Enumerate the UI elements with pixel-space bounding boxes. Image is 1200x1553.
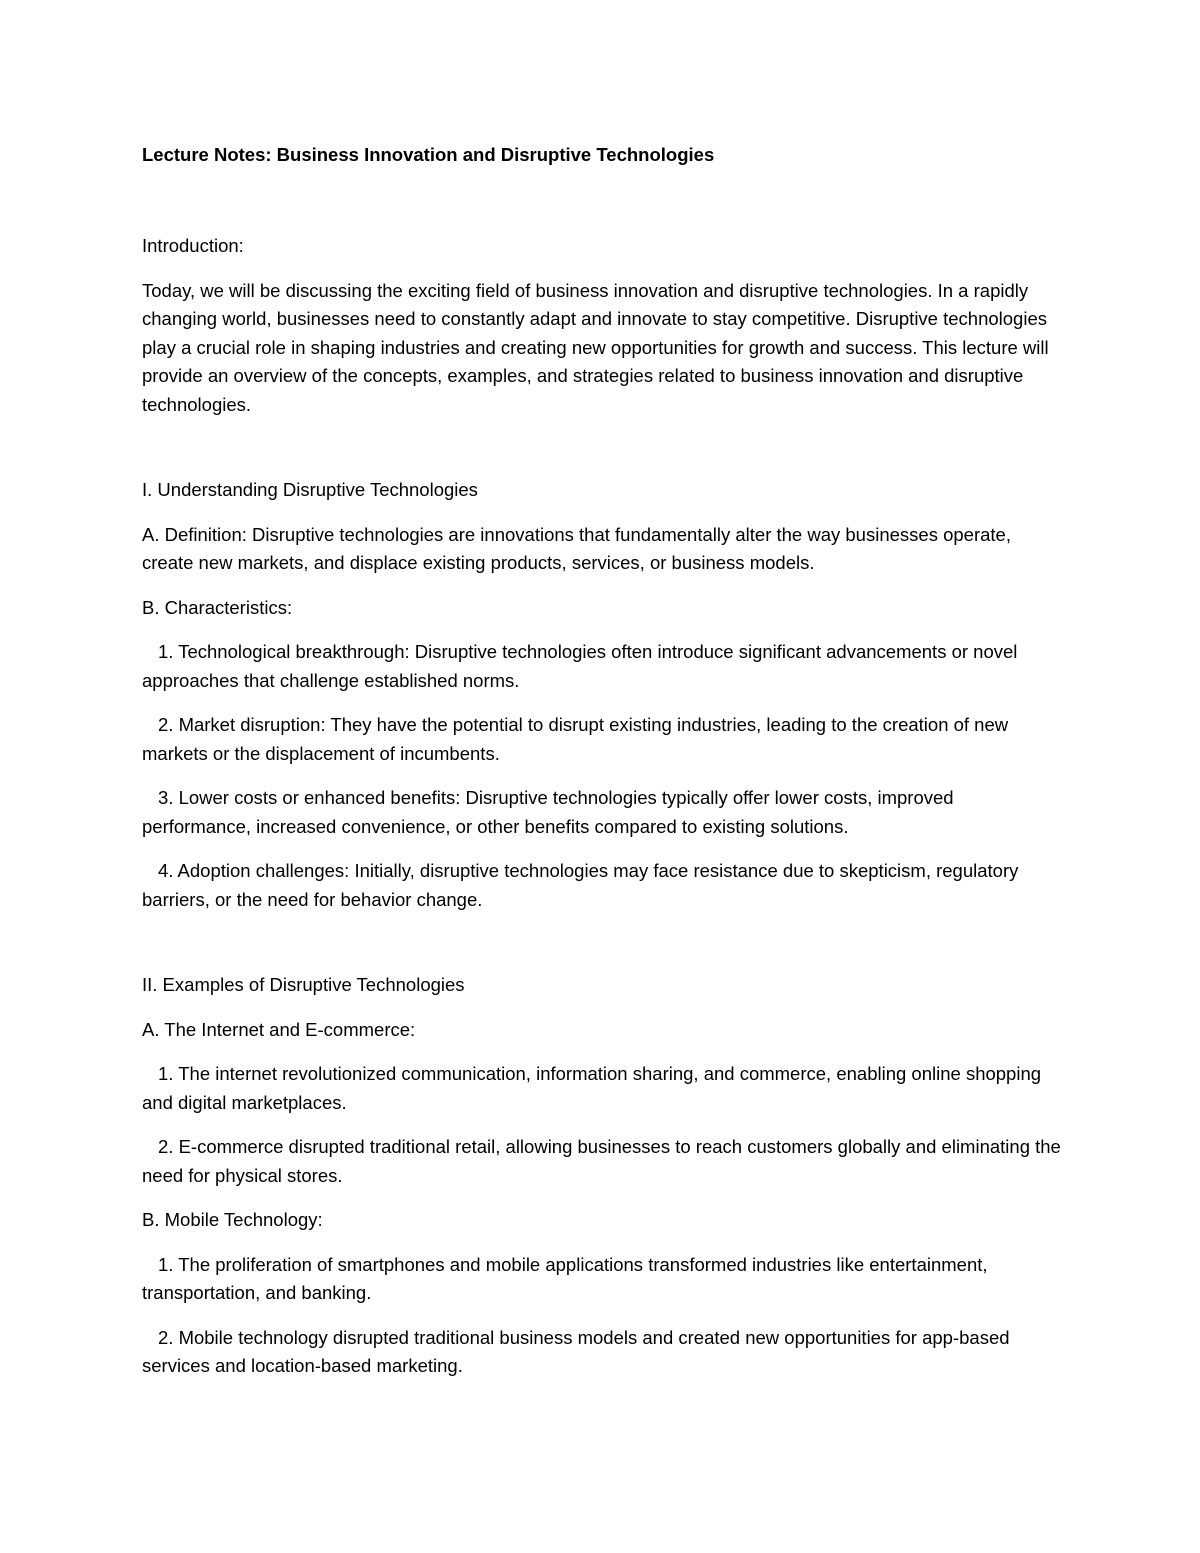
characteristic-item: 3. Lower costs or enhanced benefits: Disruptive technologies typically offer lower costs, improved performance, increased convenience, or other benefits compared to existing solutions. <box>142 787 954 837</box>
document-title: Lecture Notes: Business Innovation and Disruptive Technologies <box>142 144 715 165</box>
internet-heading: A. The Internet and E-commerce: <box>142 1018 416 1040</box>
introduction-paragraph: Today, we will be discussing the exciting field of business innovation and disruptive technologies. In a rapidly changing world, businesses need to constantly adapt and innovate to stay competitive. Disruptive technologies play a crucial role in shaping industries and creating new opportunities for growth and success. This lecture will provide an overview of the concepts, examples, and strategies related to business innovation and disruptive technologies. <box>142 279 1049 415</box>
document-page <box>142 140 1067 1381</box>
definition-paragraph: A. Definition: Disruptive technologies are innovations that fundamentally alter the way businesses operate, create new markets, and displace existing products, services, or business models. <box>142 523 1011 573</box>
introduction-heading: Introduction: <box>142 235 244 256</box>
mobile-item: 1. The proliferation of smartphones and mobile applications transformed industries like entertainment, transportation, and banking. <box>142 1253 988 1303</box>
mobile-item: 2. Mobile technology disrupted traditional business models and created new opportunities for app-based services and location-based marketing. <box>142 1326 1010 1376</box>
section-1-heading: I. Understanding Disruptive Technologies <box>142 479 478 500</box>
characteristic-item: 1. Technological breakthrough: Disruptive technologies often introduce significant advancements or novel approaches that challenge established norms. <box>142 641 1018 691</box>
characteristic-item: 4. Adoption challenges: Initially, disruptive technologies may face resistance due to skepticism, regulatory barriers, or the need for behavior change. <box>142 860 1019 910</box>
mobile-heading: B. Mobile Technology: <box>142 1209 323 1230</box>
characteristic-item: 2. Market disruption: They have the potential to disrupt existing industries, leading to the creation of new markets or the displacement of incumbents. <box>142 714 1009 764</box>
internet-item: 2. E-commerce disrupted traditional retail, allowing businesses to reach customers globally and eliminating the need for physical stores. <box>142 1136 1061 1186</box>
section-2-heading: II. Examples of Disruptive Technologies <box>142 974 465 995</box>
internet-item: 1. The internet revolutionized communication, information sharing, and commerce, enabling online shopping and digital marketplaces. <box>142 1063 1042 1113</box>
characteristics-heading: B. Characteristics: <box>142 596 293 618</box>
